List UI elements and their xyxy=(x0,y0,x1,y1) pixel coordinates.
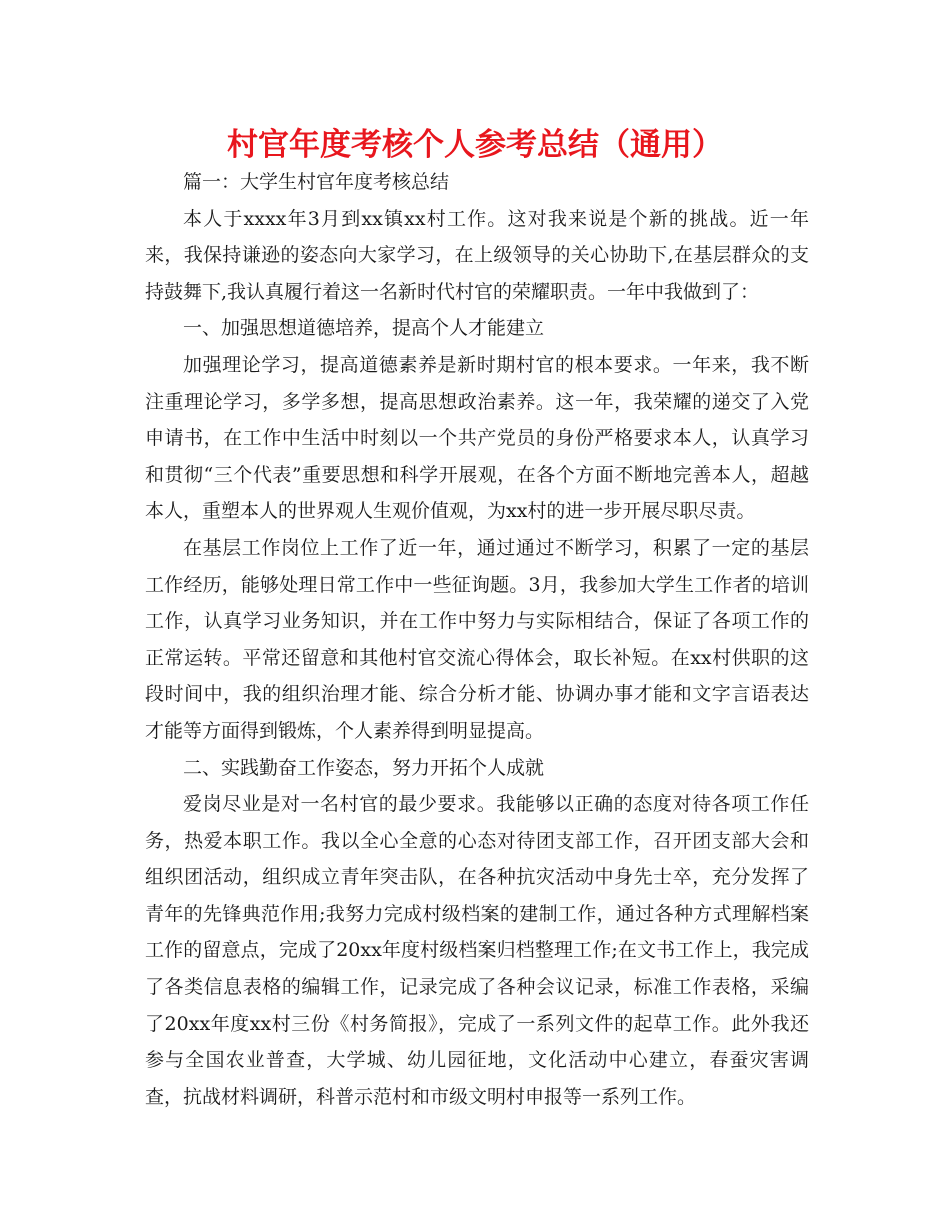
paragraph-dedication: 爱岗尽业是对一名村官的最少要求。我能够以正确的态度对待各项工作任务，热爱本职工作。我以全心全意的心态对待团支部工作，召开团支部大会和组织团活动，组织成立青年突击队，在各种抗灾活动中身先士卒，充分发挥了青年的先锋典范作用;我努力完成村级档案的建制工作，通过各种方式理解档案工作的留意点，完成了20xx年度村级档案归档整理工作;在文书工作上，我完成了各类信息表格的编辑工作，记录完成了各种会议记录，标准工作表格，采编了20xx年度xx村三份《村务简报》，完成了一系列文件的起草工作。此外我还参与全国农业普查，大学城、幼儿园征地，文化活动中心建立，春蚕灾害调查，抗战材料调研，科普示范村和市级文明村申报等一系列工作。 xyxy=(145,793,809,1108)
paragraph-grassroots-work: 在基层工作岗位上工作了近一年，通过通过不断学习，积累了一定的基层工作经历，能够处理日常工作中一些征询题。3月，我参加大学生工作者的培训工作，认真学习业务知识，并在工作中努力与实际相结合，保证了各项工作的正常运转。平常还留意和其他村官交流心得体会，取长补短。在xx村供职的这段时间中，我的组织治理才能、综合分析才能、协调办事才能和文字言语表达才能等方面得到锻炼，个人素养得到明显提高。 xyxy=(145,536,809,742)
paragraph-theory-study: 加强理论学习，提高道德素养是新时期村官的根本要求。一年来，我不断注重理论学习，多学多想，提高思想政治素养。这一年，我荣耀的递交了入党申请书，在工作中生活中时刻以一个共产党员的身份严格要求本人，认真学习和贯彻“三个代表”重要思想和科学开展观，在各个方面不断地完善本人，超越本人，重塑本人的世界观人生观价值观，为xx村的进一步开展尽职尽责。 xyxy=(145,353,809,523)
paragraph-intro: 本人于xxxx年3月到xx镇xx村工作。这对我来说是个新的挑战。近一年来，我保持谦逊的姿态向大家学习，在上级领导的关心协助下,在基层群众的支持鼓舞下,我认真履行着这一名新时代村官的荣耀职责。一年中我做到了： xyxy=(145,207,809,303)
document-title: 村官年度考核个人参考总结（通用） xyxy=(227,127,723,163)
section-heading-part-one: 篇一：大学生村官年度考核总结 xyxy=(183,171,450,193)
document-body xyxy=(145,164,809,1115)
section-heading-one: 一、加强思想道德培养，提高个人才能建立 xyxy=(183,317,545,340)
section-heading-two: 二、实践勤奋工作姿态，努力开拓个人成就 xyxy=(183,756,545,779)
